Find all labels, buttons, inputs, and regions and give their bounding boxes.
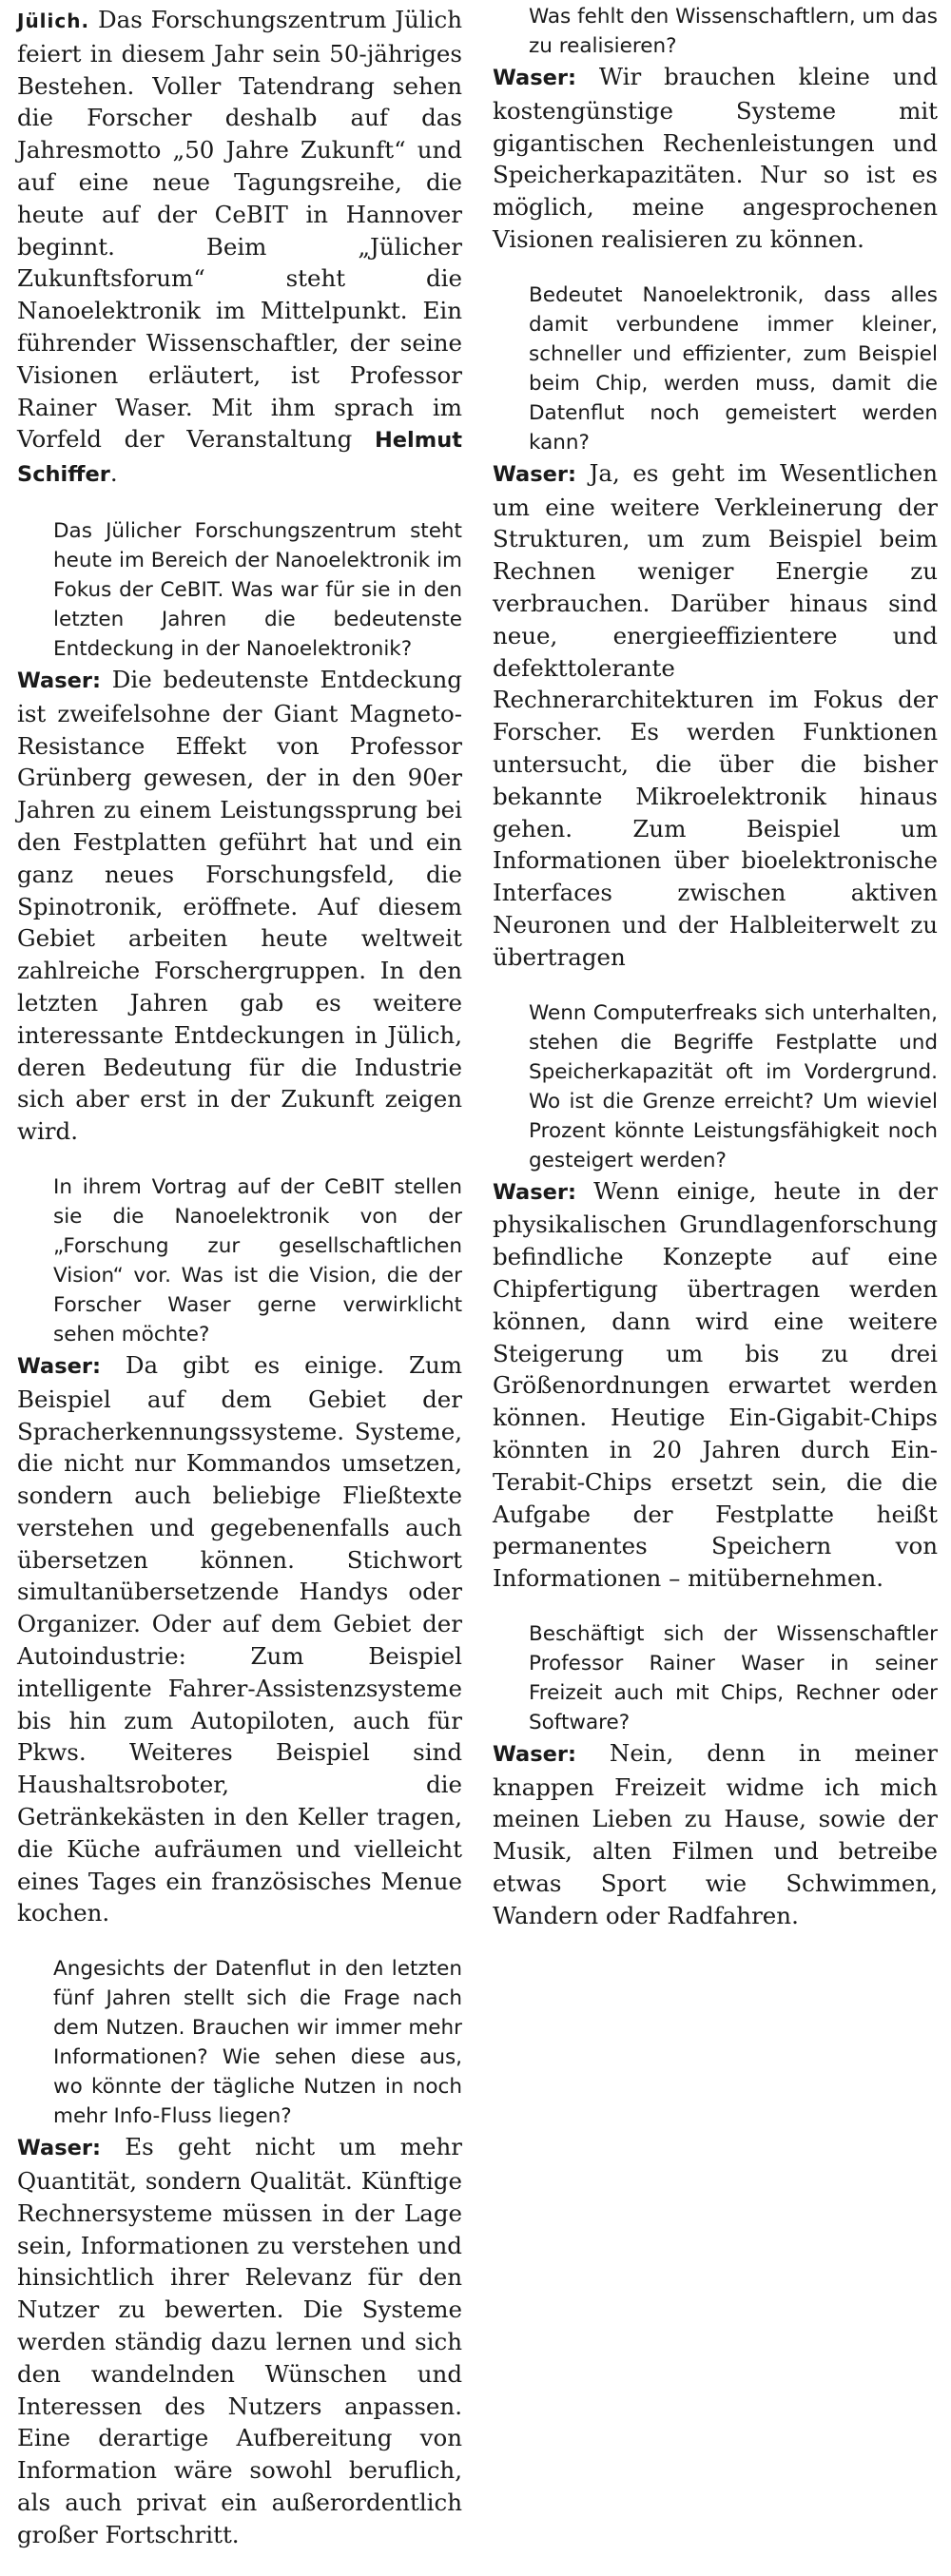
answer-6 — [493, 1175, 938, 1595]
speaker-label: Waser: — [493, 1179, 576, 1205]
right-column — [493, 0, 938, 1932]
answer-7 — [493, 1737, 938, 1932]
speaker-label: Waser: — [17, 1353, 101, 1379]
answer-text: Wir brauchen kleine und kostengünstige Systeme mit gigantischen Rechenleistungen und Speicherkapazitäten. Nur so ist es möglich, meine angesprochenen Visionen realisieren zu können. — [493, 63, 938, 253]
speaker-label: Waser: — [17, 668, 101, 693]
answer-text: Es geht nicht um mehr Quantität, sondern Qualität. Künftige Rechnersysteme müssen in der Lage sein, Informationen zu verstehen und hinsichtlich ihrer Relevanz für den Nutzer zu bewerten. Die Systeme werden ständig dazu lernen und sich den wandelnden Wünschen und Interessen des Nutzers anpassen. Eine derartige Aufbereitung von Information wäre sowohl beruflich, als auch privat ein außerordentlich großer Fortschritt. — [17, 2133, 462, 2548]
answer-3 — [17, 2131, 462, 2550]
speaker-label: Waser: — [493, 461, 576, 487]
question-2: In ihrem Vortrag auf der CeBIT stellen sie die Nanoelektronik von der „Forschung zur gesellschaftlichen Vision“ vor. Was ist die Vision, die der Forscher Waser gerne verwirklicht sehen möchte? — [53, 1174, 462, 1346]
answer-1 — [17, 664, 462, 1148]
dateline: Jülich. — [17, 10, 90, 32]
answer-4 — [493, 61, 938, 256]
author-name: Helmut Schiffer — [17, 428, 462, 488]
intro-text: Das Forschungszentrum Jülich feiert in diesem Jahr sein 50-jähriges Bestehen. Voller Tatendrang sehen die Forscher deshalb auf das Jahresmotto „50 Jahre Zukunft“ und auf eine neue Tagungsreihe, die heute auf der CeBIT in Hannover beginnt. Beim „Jülicher Zukunftsforum“ steht die Nanoelektronik im Mittelpunkt. Ein führender Wissenschaftler, der seine Visionen erläutert, ist Professor Rainer Waser. Mit ihm sprach im Vorfeld der Veranstaltung — [17, 6, 462, 454]
speaker-label: Waser: — [493, 1741, 576, 1767]
question-1: Das Jülicher Forschungszentrum steht heute im Bereich der Nanoelektronik im Fokus der CeBIT. Was war für sie in den letzten Jahren die bedeutenste Entdeckung in der Nanoelektronik? — [53, 518, 462, 661]
speaker-label: Waser: — [493, 66, 576, 90]
speaker-label: Waser: — [17, 2136, 101, 2161]
answer-text: Die bedeutenste Entdeckung ist zweifelsohne der Giant Magneto-Resistance Effekt von Professor Grünberg gewesen, der in den 90er Jahren zu einem Leistungssprung bei den Festplatten geführt hat und ein ganz neues Forschungsfeld, die Spinotronik, eröffnete. Auf diesem Gebiet arbeiten heute weltweit zahlreiche Forschergruppen. In den letzten Jahren gab es weitere interessante Entdeckungen in Jülich, deren Bedeutung für die Industrie sich aber erst in der Zukunft zeigen wird. — [17, 665, 462, 1146]
answer-text: Nein, denn in meiner knappen Freizeit widme ich mich meinen Lieben zu Hause, sowie der Musik, alten Filmen und betreibe etwas Sport wie Schwimmen, Wandern oder Radfahren. — [493, 1738, 938, 1929]
answer-text: Ja, es geht im Wesentlichen um eine weitere Verkleinerung der Strukturen, um zum Beispiel beim Rechnen weniger Energie zu verbrauchen. Darüber hinaus sind neue, energieeffizientere und defekttolerante Rechnerarchitekturen im Fokus der Forscher. Es werden Funktionen untersucht, die über die bisher bekannte Mikroelektronik hinaus gehen. Zum Beispiel um Informationen über bioelektronische Interfaces zwischen aktiven Neuronen und der Halbleiterwelt zu übertragen — [493, 458, 938, 971]
answer-text: Da gibt es einige. Zum Beispiel auf dem Gebiet der Spracherkennungssysteme. Systeme, die nicht nur Kommandos umsetzen, sondern auch beliebige Fließtexte verstehen und gegebenenfalls auch übersetzen können. Stichwort simultanübersetzende Handys oder Organizer. Oder auf dem Gebiet der Autoindustrie: Zum Beispiel intelligente Fahrer-Assistenzsysteme bis hin zum Autopiloten, auch für Pkws. Weiteres Beispiel sind Haushaltsroboter, die Getränkekästen in den Keller tragen, die Küche aufräumen und vielleicht eines Tages ein französisches Menue kochen. — [17, 1350, 462, 1927]
intro-paragraph — [17, 4, 462, 492]
answer-5 — [493, 457, 938, 974]
question-4: Was fehlt den Wissenschaftlern, um das zu realisieren? — [529, 5, 938, 58]
question-5: Bedeutet Nanoelektronik, dass alles damit verbundene immer kleiner, schneller und effizienter, zum Beispiel beim Chip, werden muss, damit die Datenflut noch gemeistert werden kann? — [529, 282, 938, 455]
question-7: Beschäftigt sich der Wissenschaftler Professor Rainer Waser in seiner Freizeit auch mit Chips, Rechner oder Software? — [529, 1621, 938, 1734]
answer-text: Wenn einige, heute in der physikalischen Grundlagenforschung befindliche Konzepte auf eine Chipfertigung übertragen werden können, dann wird eine weitere Steigerung um bis zu drei Größenordnungen erwartet werden können. Heutige Ein-Gigabit-Chips könnten in 20 Jahren durch Ein-Terabit-Chips ersetzt sein, die die Aufgabe der Festplatte heißt permanentes Speichern von Informationen – mitübernehmen. — [493, 1176, 938, 1593]
intro-end: . — [109, 459, 118, 488]
question-3: Angesichts der Datenflut in den letzten fünf Jahren stellt sich die Frage nach dem Nutzen. Brauchen wir immer mehr Informationen? Wie sehen diese aus, wo könnte der tägliche Nutzen in noch mehr Info-Fluss liegen? — [53, 1957, 462, 2129]
left-column — [17, 0, 462, 2551]
answer-2 — [17, 1349, 462, 1929]
question-6: Wenn Computerfreaks sich unterhalten, stehen die Begriffe Festplatte und Speicherkapazität oft im Vordergrund. Wo ist die Grenze erreicht? Um wieviel Prozent könnte Leistungsfähigkeit noch gesteigert werden? — [529, 1000, 938, 1172]
